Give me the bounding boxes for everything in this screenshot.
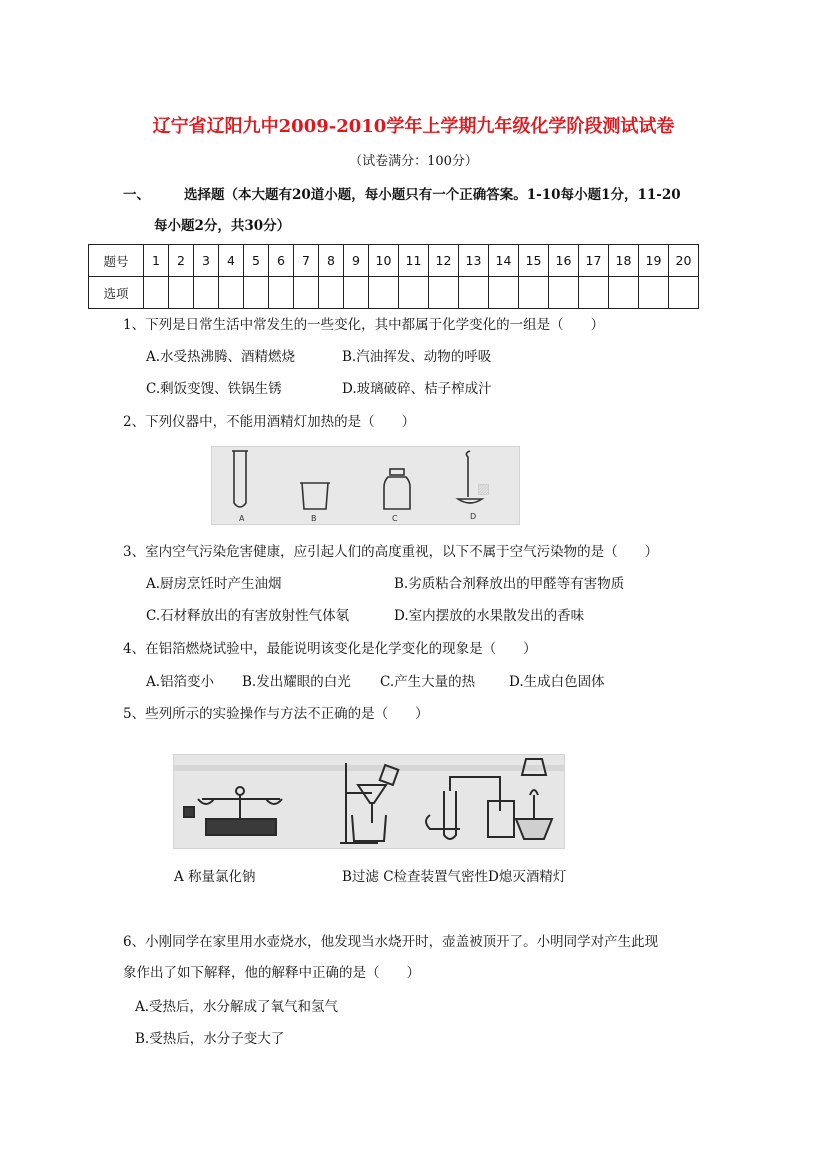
answer-table-number: 9 bbox=[344, 245, 369, 277]
answer-cell bbox=[399, 277, 429, 309]
answer-table-number: 1 bbox=[144, 245, 169, 277]
question-4-option-c: C.产生大量的热 bbox=[380, 674, 476, 690]
question-5-caption-rest: B过滤 C检查装置气密性D熄灭酒精灯 bbox=[342, 869, 567, 885]
answer-cell bbox=[369, 277, 399, 309]
question-3-option-a: A.厨房烹饪时产生油烟 bbox=[146, 576, 282, 592]
page-subtitle: （试卷满分：100分） bbox=[349, 154, 478, 169]
label-a: A bbox=[239, 514, 245, 523]
label-c: C bbox=[392, 514, 398, 523]
answer-table-number: 10 bbox=[369, 245, 399, 277]
label-d: D bbox=[470, 512, 477, 521]
question-1-option-c: C.剩饭变馊、铁锅生锈 bbox=[146, 381, 282, 397]
answer-cell bbox=[669, 277, 699, 309]
answer-table-number: 15 bbox=[519, 245, 549, 277]
question-3-option-d: D.室内摆放的水果散发出的香味 bbox=[394, 608, 585, 624]
question-1-option-b: B.汽油挥发、动物的呼吸 bbox=[342, 349, 492, 365]
question-4-option-a: A.铝箔变小 bbox=[146, 674, 215, 690]
operations-drawing bbox=[174, 755, 564, 848]
answer-table-number: 16 bbox=[549, 245, 579, 277]
answer-table-number: 17 bbox=[579, 245, 609, 277]
question-3-stem: 3、室内空气污染危害健康，应引起人们的高度重视，以下不属于空气污染物的是（ ） bbox=[123, 544, 659, 560]
lab-operations-figure bbox=[173, 754, 565, 849]
answer-table bbox=[88, 244, 699, 309]
answer-table-answer-label: 选项 bbox=[89, 277, 144, 309]
question-3-option-b: B.劣质粘合剂释放出的甲醛等有害物质 bbox=[394, 576, 625, 592]
answer-cell bbox=[344, 277, 369, 309]
answer-table-number: 19 bbox=[639, 245, 669, 277]
answer-table-number: 20 bbox=[669, 245, 699, 277]
question-5-stem: 5、些列所示的实验操作与方法不正确的是（ ） bbox=[123, 706, 429, 722]
answer-cell bbox=[519, 277, 549, 309]
section-heading-line2: 每小题2分，共30分） bbox=[154, 218, 291, 234]
question-6-stem-line1: 6、小刚同学在家里用水壶烧水，他发现当水烧开时，壶盖被顶开了。小明同学对产生此现 bbox=[123, 934, 659, 950]
answer-table-number: 6 bbox=[269, 245, 294, 277]
answer-cell bbox=[194, 277, 219, 309]
answer-table-number: 7 bbox=[294, 245, 319, 277]
question-4-option-b: B.发出耀眼的白光 bbox=[242, 674, 351, 690]
answer-table-number: 4 bbox=[219, 245, 244, 277]
question-1-option-d: D.玻璃破碎、桔子榨成汁 bbox=[342, 381, 492, 397]
question-4-option-d: D.生成白色固体 bbox=[509, 674, 605, 690]
label-b: B bbox=[311, 514, 317, 523]
section-heading-line1: 选择题（本大题有20道小题，每小题只有一个正确答案。1-10每小题1分，11-20 bbox=[184, 187, 681, 203]
lab-instruments-figure bbox=[211, 446, 520, 525]
question-2-stem: 2、下列仪器中，不能用酒精灯加热的是（ ） bbox=[123, 414, 416, 430]
question-6-option-b: B.受热后，水分子变大了 bbox=[135, 1031, 285, 1047]
answer-cell bbox=[269, 277, 294, 309]
answer-cell bbox=[639, 277, 669, 309]
question-5-caption-a: A 称量氯化钠 bbox=[174, 869, 256, 885]
answer-cell bbox=[489, 277, 519, 309]
section-number: 一、 bbox=[123, 187, 150, 203]
answer-cell bbox=[459, 277, 489, 309]
answer-table-number: 5 bbox=[244, 245, 269, 277]
question-1-option-a: A.水受热沸腾、酒精燃烧 bbox=[146, 349, 296, 365]
answer-cell bbox=[219, 277, 244, 309]
question-4-stem: 4、在铝箔燃烧试验中，最能说明该变化是化学变化的现象是（ ） bbox=[123, 641, 537, 657]
answer-table-number: 2 bbox=[169, 245, 194, 277]
answer-table-answer-row bbox=[89, 277, 699, 309]
faded-background-glyph: ▨ bbox=[477, 481, 491, 497]
answer-cell bbox=[549, 277, 579, 309]
question-6-stem-line2: 象作出了如下解释，他的解释中正确的是（ ） bbox=[123, 965, 420, 981]
answer-table-number: 14 bbox=[489, 245, 519, 277]
instruments-drawing bbox=[212, 447, 519, 524]
answer-table-number: 3 bbox=[194, 245, 219, 277]
answer-cell bbox=[169, 277, 194, 309]
answer-table-number: 12 bbox=[429, 245, 459, 277]
answer-table-number: 18 bbox=[609, 245, 639, 277]
answer-table-number: 8 bbox=[319, 245, 344, 277]
answer-cell bbox=[609, 277, 639, 309]
page-title: 辽宁省辽阳九中2009-2010学年上学期九年级化学阶段测试试卷 bbox=[152, 116, 675, 137]
answer-table-number: 11 bbox=[399, 245, 429, 277]
question-3-option-c: C.石材释放出的有害放射性气体氡 bbox=[146, 608, 350, 624]
answer-table-number-row bbox=[89, 245, 699, 277]
answer-cell bbox=[579, 277, 609, 309]
question-1-stem: 1、下列是日常生活中常发生的一些变化，其中都属于化学变化的一组是（ ） bbox=[123, 317, 605, 333]
answer-cell bbox=[294, 277, 319, 309]
answer-table-header-label: 题号 bbox=[89, 245, 144, 277]
question-6-option-a: A.受热后，水分解成了氧气和氢气 bbox=[135, 999, 339, 1015]
answer-table-number: 13 bbox=[459, 245, 489, 277]
answer-cell bbox=[429, 277, 459, 309]
answer-cell bbox=[244, 277, 269, 309]
answer-cell bbox=[144, 277, 169, 309]
answer-cell bbox=[319, 277, 344, 309]
